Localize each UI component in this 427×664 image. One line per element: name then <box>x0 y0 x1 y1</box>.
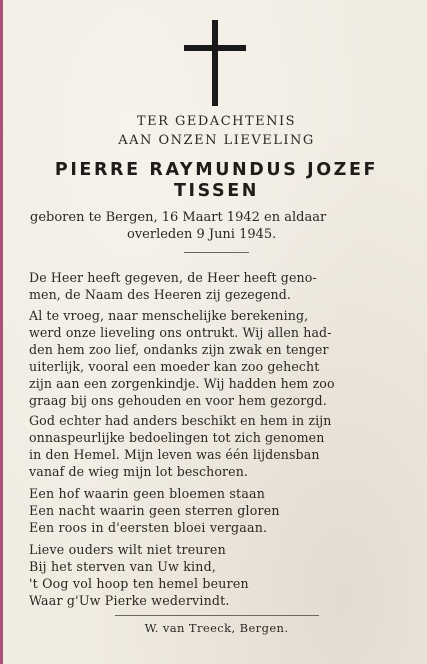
poem-line: Een nacht waarin geen sterren gloren <box>29 503 280 518</box>
death-line: overleden 9 Juni 1945. <box>127 227 277 242</box>
text-line: in den Hemel. Mijn leven was één lijdensban <box>29 447 320 462</box>
poem-line: Waar g'Uw Pierke wedervindt. <box>29 593 230 608</box>
memorial-heading-line2: AAN ONZEN LIEVELING <box>118 133 315 148</box>
text-line: Al te vroeg, naar menschelijke berekening, <box>29 308 309 323</box>
printer-credit: W. van Treeck, Bergen. <box>144 621 289 635</box>
text-line: men, de Naam des Heeren zij gezegend. <box>29 287 292 302</box>
text-line: graag bij ons gehouden en voor hem gezorgd. <box>29 393 327 408</box>
deceased-name: PIERRE RAYMUNDUS JOZEF <box>54 160 379 180</box>
birth-line: geboren te Bergen, 16 Maart 1942 en aldaar <box>30 210 327 225</box>
text-line: De Heer heeft gegeven, de Heer heeft geno- <box>29 270 317 285</box>
text-line: uiterlijk, vooral een moeder kan zoo gehecht <box>29 359 320 374</box>
poem-line: Lieve ouders wilt niet treuren <box>29 542 226 557</box>
text-line: vanaf de wieg mijn lot beschoren. <box>29 464 249 479</box>
cross-icon <box>184 20 246 106</box>
text-line: werd onze lieveling ons ontrukt. Wij allen had- <box>29 325 332 340</box>
text-line: God echter had anders beschikt en hem in zijn <box>29 413 332 428</box>
poem-line: 't Oog vol hoop ten hemel beuren <box>29 576 249 591</box>
memorial-heading-line1: TER GEDACHTENIS <box>136 114 297 129</box>
text-line: den hem zoo lief, ondanks zijn zwak en tenger <box>29 342 329 357</box>
poem-line: Een roos in d'eersten bloei vergaan. <box>29 520 268 535</box>
divider-bottom <box>115 615 319 616</box>
text-line: onnaspeurlijke bedoelingen tot zich genomen <box>29 430 325 445</box>
deceased-surname: TISSEN <box>173 181 260 201</box>
divider-top <box>184 252 249 253</box>
text-line: zijn aan een zorgenkindje. Wij hadden hem zoo <box>29 376 335 391</box>
poem-line: Bij het sterven van Uw kind, <box>29 559 217 574</box>
poem-line: Een hof waarin geen bloemen staan <box>29 486 266 501</box>
